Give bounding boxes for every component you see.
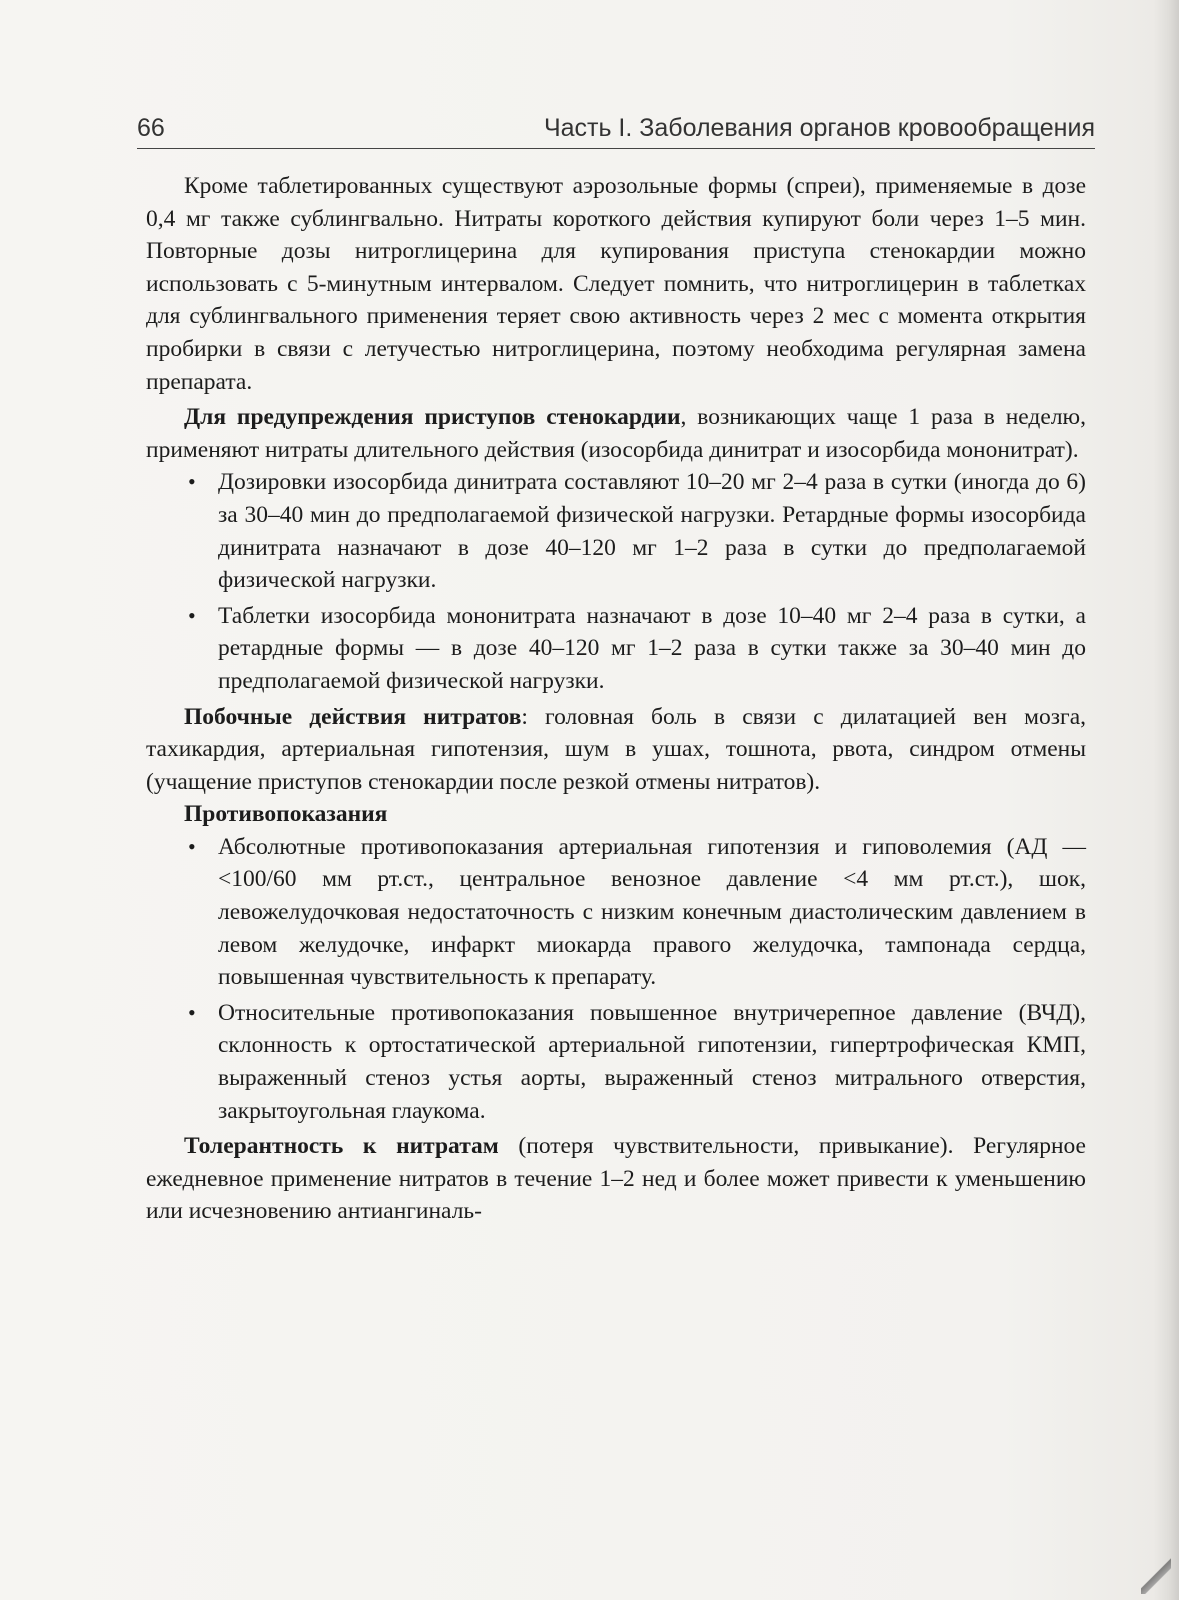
paragraph-side-effects [146,701,1086,799]
running-title: Часть I. Заболевания органов кровообращения [543,114,1095,142]
paragraph-prevention [146,401,1086,466]
list-item: • Абсолютные противопоказания артериальная гипотензия и гиповолемия (АД — <100/60 мм рт.ст., центральное венозное давление <4 мм рт.ст.), шок, левожелудочковая недостаточность с низким конечным диастолическим давлением в левом желудочке, инфаркт миокарда правого желудочка, тампонада сердца, повышенная чувствительность к препарату. [218,831,1086,994]
paragraph-tolerance [146,1130,1086,1228]
paragraph-spray-forms: Кроме таблетированных существуют аэрозольные формы (спреи), применяемые в дозе 0,4 мг также сублингвально. Нитраты короткого действия купируют боли через 1–5 мин. Повторные дозы нитроглицерина для купирования приступа стенокардии можно использовать с 5-минутным интервалом. Следует помнить, что нитроглицерин в таблетках для сублингвального применения теряет свою активность через 2 мес с момента открытия пробирки в связи с летучестью нитроглицерина, поэтому необходима регулярная замена препарата. [146,173,1086,395]
page-spine-shadow [1153,0,1179,1600]
tolerance-heading: Толерантность к нитратам [184,1133,499,1160]
contraindications-heading-text: Противопоказания [184,801,388,828]
dosage-list [146,466,1086,697]
contraindications-list [146,831,1086,1127]
page-corner-curl [1141,1558,1171,1594]
prevention-heading: Для предупреждения приступов стенокардии [184,404,681,431]
contraindications-heading [146,798,1086,831]
list-item: • Относительные противопоказания повышенное внутричерепное давление (ВЧД), склонность к ортостатической артериальной гипотензии, гипертрофическая КМП, выраженный стеноз устья аорты, выраженный стеноз митрального отверстия, закрытоугольная глаукома. [218,997,1086,1127]
list-item: • Дозировки изосорбида динитрата составляют 10–20 мг 2–4 раза в сутки (иногда до 6) за 30–40 мин до предполагаемой физической нагрузки. Ретардные формы изосорбида динитрата назначают в дозе 40–120 мг 1–2 раза в сутки до предполагаемой физической нагрузки. [218,466,1086,596]
prevention-text: , возникающих чаще 1 раза в неделю, применяют нитраты длительного действия (изосорбида динитрат и изосорбида мононитрат). [146,404,1086,463]
list-item: • Таблетки изосорбида мононитрата назначают в дозе 10–40 мг 2–4 раза в сутки, а ретардные формы — в дозе 40–120 мг 1–2 раза в сутки также за 30–40 мин до предполагаемой физической нагрузки. [218,600,1086,698]
tolerance-text: (потеря чувствительности, привыкание). Регулярное ежедневное применение нитратов в течение 1–2 нед и более может привести к уменьшению или исчезновению антиангиналь- [146,1133,1086,1225]
side-effects-heading: Побочные действия нитратов [184,703,522,730]
page-body [146,170,1086,1228]
page-number: 66 [137,114,165,142]
running-header [137,108,1095,149]
side-effects-text: : головная боль в связи с дилатацией вен мозга, тахикардия, артериальная гипотензия, шум в ушах, тошнота, рвота, синдром отмены (учащение приступов стенокардии после резкой отмены нитратов). [146,703,1086,795]
